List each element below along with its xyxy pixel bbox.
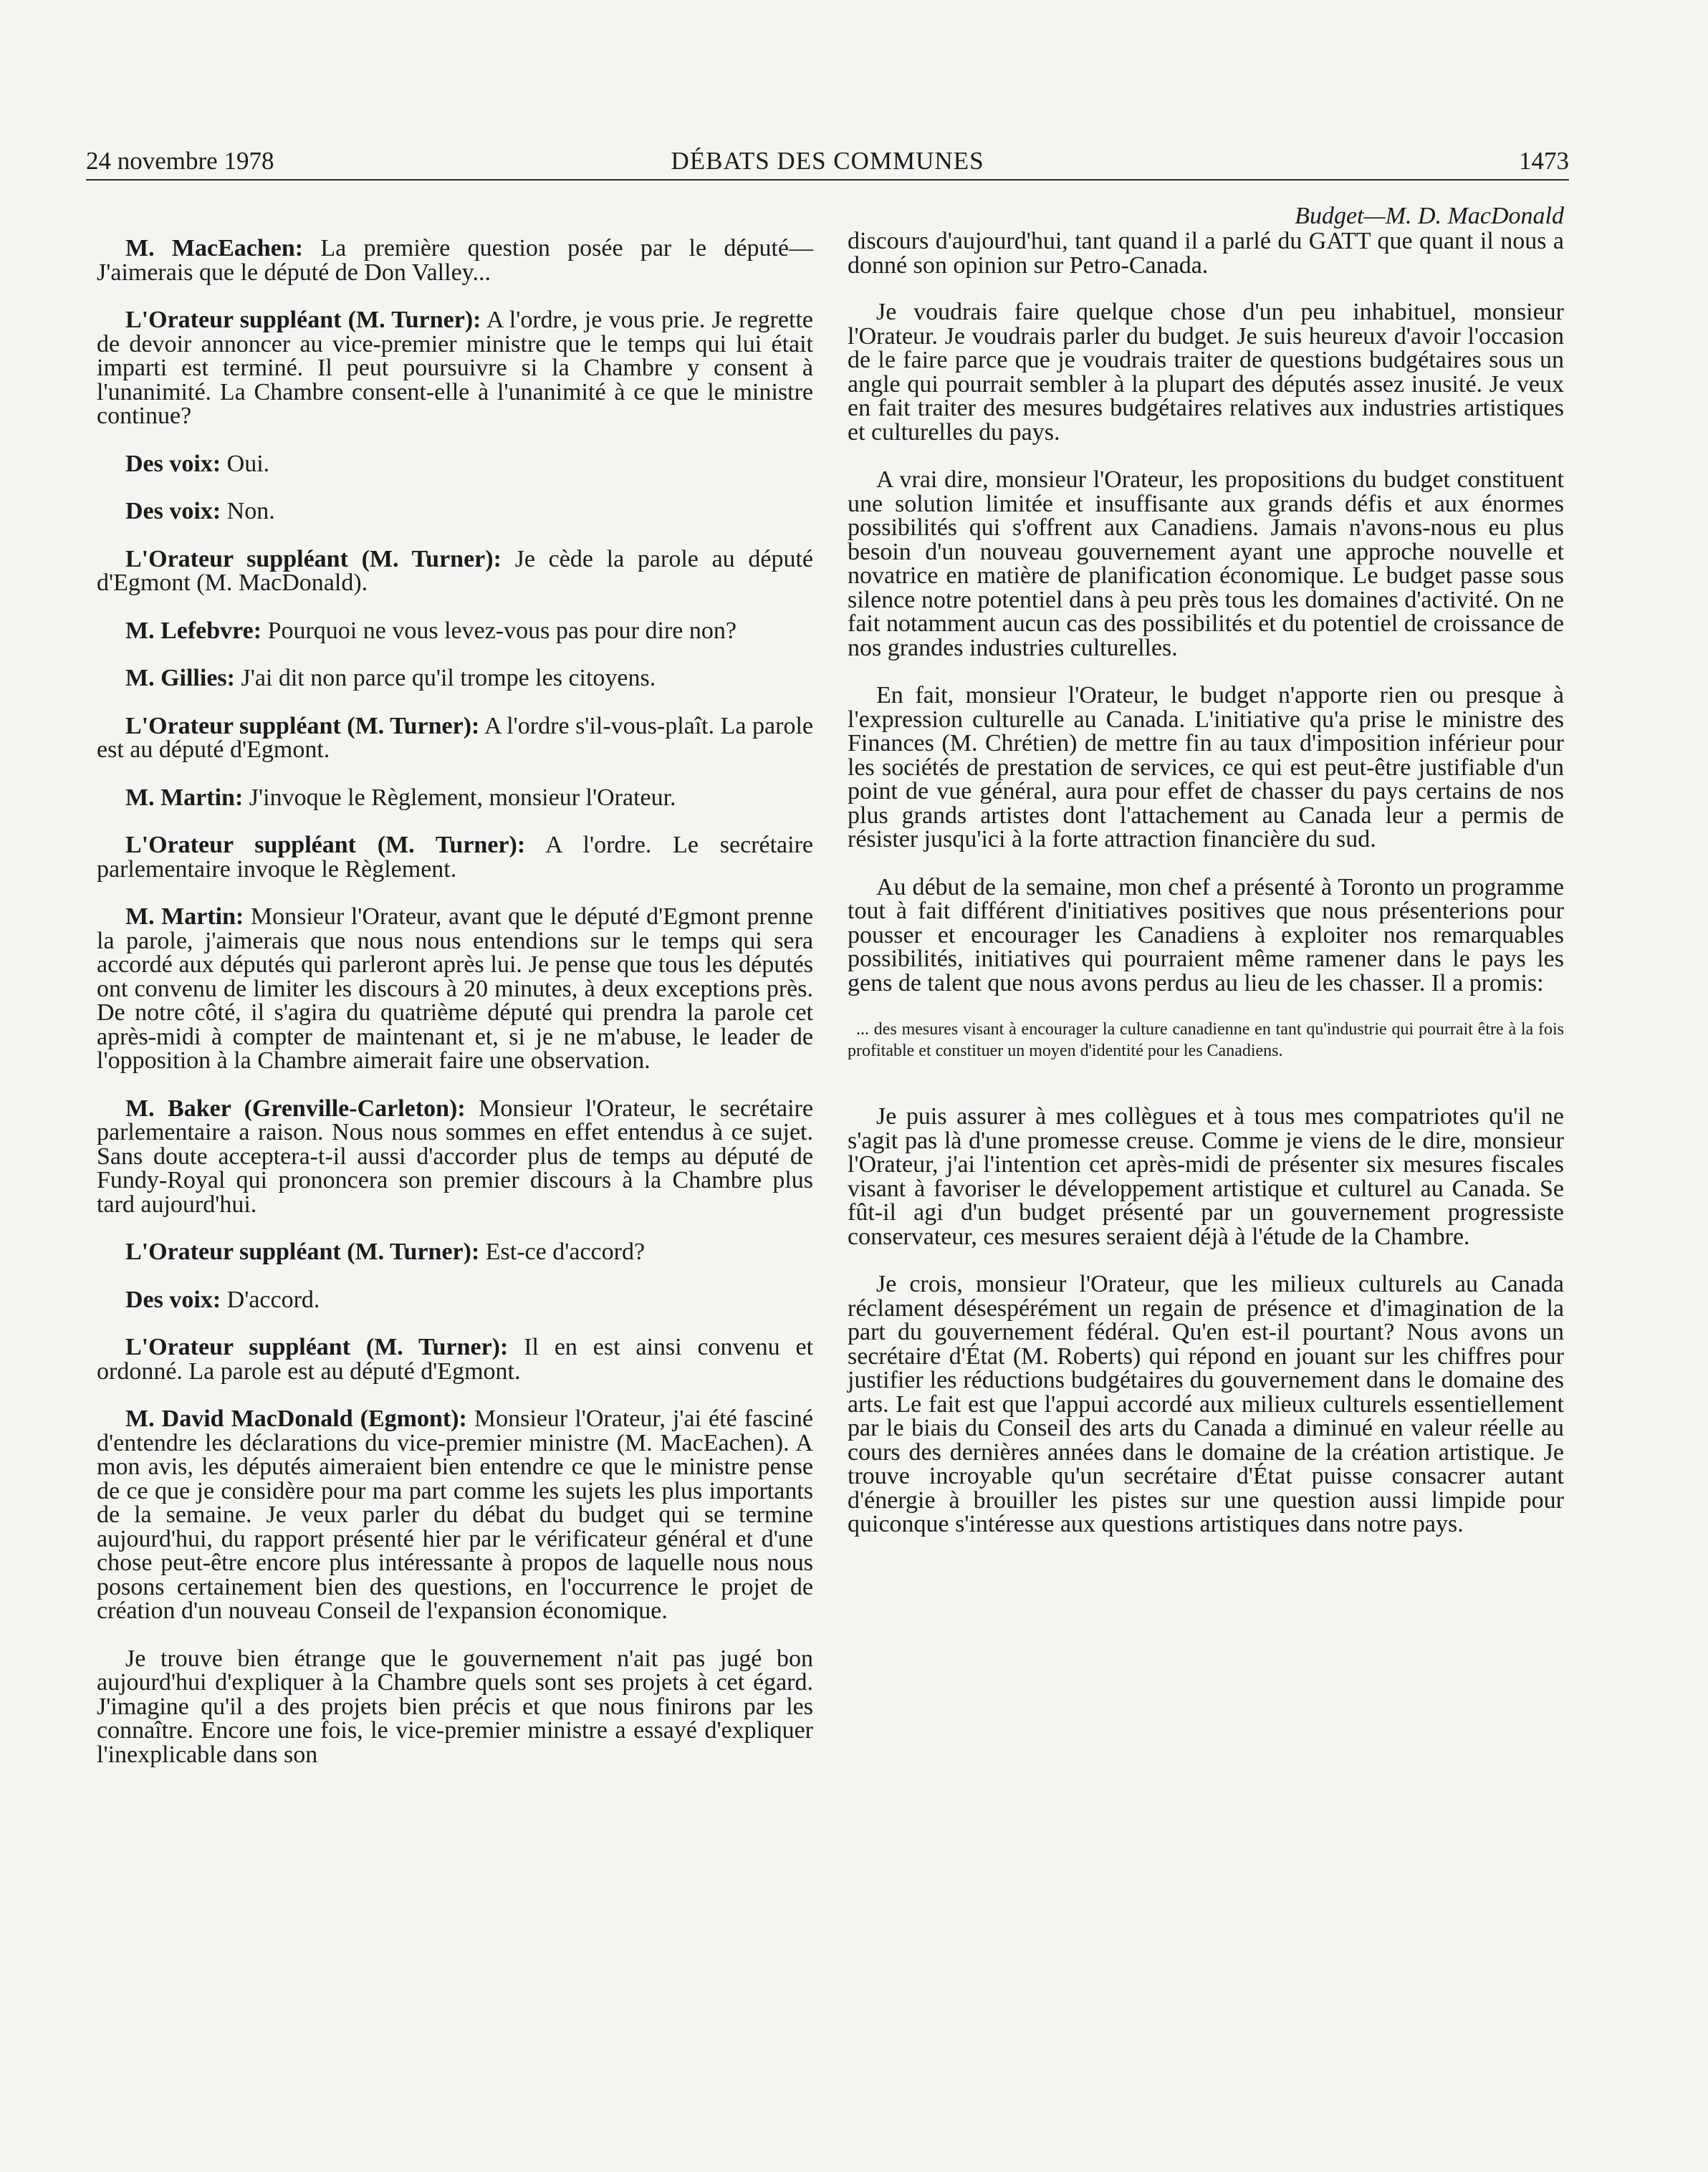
continued-paragraph: discours d'aujourd'hui, tant quand il a parlé du GATT que quant il nous a donné son opinion sur Petro-Canada. xyxy=(848,228,1564,279)
speech-paragraph: Je crois, monsieur l'Orateur, que les milieux culturels au Canada réclament désespérément un regain de présence et d'imagination de la part du gouvernement fédéral. Qu'en est-il pourtant? Nous avons un secrétaire d'État (M. Roberts) qui répond en jouant sur les chiffres pour justifier les réductions budgétaires du gouvernement dans le domaine des arts. Le fait est que l'appui accordé aux milieux culturels essentiellement par le biais du Conseil des arts du Canada a diminué en valeur réelle au cours des dernières années dans le domaine de la création artistique. Je trouve incroyable qu'un secrétaire d'État puisse consacrer autant d'énergie à brouiller les pistes sur une question aussi limpide pour quiconque s'intéresse aux questions artistiques dans notre pays. xyxy=(848,1271,1564,1537)
speech-text: Est-ce d'accord? xyxy=(479,1239,646,1265)
speech-text: Monsieur l'Orateur, j'ai été fasciné d'entendre les déclarations du vice-premier ministre (M. MacEachen). A mon avis, les députés aimeraient bien entendre ce que le ministre pense de ce que je considère pour ma part comme les sujets les plus importants de la semaine. Je veux parler du débat du budget qui se termine aujourd'hui, du rapport présenté hier par le vérificateur général et d'une chose peut-être encore plus intéressante à propos de laquelle nous nous posons certainement bien des questions, en l'occurrence le projet de création d'un nouveau Conseil de l'expansion économique. xyxy=(97,1405,813,1624)
speech-paragraph xyxy=(97,714,813,762)
speech-paragraph xyxy=(97,1288,813,1312)
speaker-name: M. Baker (Grenville-Carleton): xyxy=(125,1095,466,1122)
column-subhead: Budget—M. D. MacDonald xyxy=(1295,203,1564,229)
speech-paragraph xyxy=(97,666,813,691)
running-head xyxy=(86,143,1569,181)
speaker-name: M. MacEachen: xyxy=(125,235,304,261)
speech-text: J'ai dit non parce qu'il trompe les citoyens. xyxy=(234,665,656,691)
speaker-name: Des voix: xyxy=(125,450,221,477)
speech-text: Je trouve bien étrange que le gouvernement n'ait pas jugé bon aujourd'hui d'expliquer à la Chambre quels sont ses projets à cet égard. J'imagine qu'il a des projets bien précis et que nous finirons par les connaître. Encore une fois, le vice-premier ministre a essayé d'expliquer l'inexplicable dans son xyxy=(97,1645,813,1768)
speech-text: Il en est ainsi convenu et ordonné. La parole est au député d'Egmont. xyxy=(97,1334,814,1385)
speech-text: Non. xyxy=(221,498,275,524)
speech-text: Pourquoi ne vous levez-vous pas pour dire non? xyxy=(262,617,737,644)
speech-text: Monsieur l'Orateur, le secrétaire parlementaire a raison. Nous nous sommes en effet entendus à ce sujet. Sans doute acceptera-t-il aussi d'accorder plus de temps au député de Fundy-Royal qui prononcera son premier discours à la Chambre plus tard aujourd'hui. xyxy=(97,1095,813,1218)
speech-text: A l'ordre, je vous prie. Je regrette de devoir annoncer au vice-premier ministre que le temps qui lui était imparti est terminé. Il peut poursuivre si la Chambre y consent à l'unanimité. La Chambre consent-elle à l'unanimité à ce que le ministre continue? xyxy=(97,307,813,429)
speech-paragraph xyxy=(97,1097,813,1217)
speech-paragraph xyxy=(97,452,813,476)
speaker-name: M. Martin: xyxy=(125,784,244,811)
speaker-name: L'Orateur suppléant (M. Turner): xyxy=(125,1239,480,1265)
speaker-name: M. David MacDonald (Egmont): xyxy=(125,1405,467,1432)
speech-paragraph xyxy=(97,786,813,810)
speech-paragraph xyxy=(97,499,813,524)
speech-paragraph: A vrai dire, monsieur l'Orateur, les propositions du budget constituent une solution limitée et insuffisante aux grands défis et aux énormes possibilités qui s'offrent aux Canadiens. Jamais n'avons-nous eu plus besoin d'un nouveau gouvernement ayant une approche nouvelle et novatrice en matière de planification économique. Le budget passe sous silence notre potentiel dans à peu près tous les domaines d'activité. On ne fait notamment aucun cas des possibilités et du potentiel de croissance de nos grandes industries culturelles. xyxy=(848,466,1564,661)
speaker-name: L'Orateur suppléant (M. Turner): xyxy=(125,712,480,739)
speech-paragraph xyxy=(97,1647,813,1767)
right-column xyxy=(848,203,1564,1560)
speech-paragraph xyxy=(97,547,813,595)
speaker-name: M. Lefebvre: xyxy=(125,617,262,644)
left-column xyxy=(97,236,813,1790)
speech-text: Monsieur l'Orateur, avant que le député d'Egmont prenne la parole, j'aimerais que nous nous entendions sur le temps qui sera accordé aux députés qui parleront après lui. Je pense que tous les députés ont convenu de limiter les discours à 20 minutes, à deux exceptions près. De notre côté, il s'agira du quatrième député qui prendra la parole cet après-midi à compter de maintenant et, si je ne m'abuse, le leader de l'opposition à la Chambre aimerait faire une observation. xyxy=(97,903,813,1074)
speech-text: J'invoque le Règlement, monsieur l'Orateur. xyxy=(243,784,676,811)
speech-paragraph xyxy=(97,833,813,881)
speech-paragraph xyxy=(97,905,813,1073)
speech-paragraph: Je voudrais faire quelque chose d'un peu inhabituel, monsieur l'Orateur. Je voudrais parler du budget. Je suis heureux d'avoir l'occasion de le faire parce que je voudrais traiter de questions budgétaires sous un angle qui pourrait sembler à la plupart des députés assez inusité. Je veux en fait traiter des mesures budgétaires relatives aux industries artistiques et culturelles du pays. xyxy=(848,299,1564,446)
header-date: 24 novembre 1978 xyxy=(86,147,274,175)
speech-text: La première question posée par le député— J'aimerais que le député de Don Valley... xyxy=(97,235,814,286)
speech-paragraph: En fait, monsieur l'Orateur, le budget n'apporte rien ou presque à l'expression culturelle au Canada. L'initiative qu'a prise le ministre des Finances (M. Chrétien) de mettre fin au taux d'imposition inférieur pour les sociétés de prestation de services, ce qui est peut-être justifiable d'un point de vue général, aura pour effet de chasser du pays certains de nos plus grands artistes dont l'attachement au Canada leur a permis de résister jusqu'ici à la forte attraction financière du sud. xyxy=(848,682,1564,852)
speaker-name: Des voix: xyxy=(125,1286,221,1313)
speech-text: Oui. xyxy=(221,450,270,477)
speech-paragraph: Au début de la semaine, mon chef a présenté à Toronto un programme tout à fait différent d'initiatives positives que nous présenterions pour pousser et encourager les Canadiens à exploiter nos remarquables possibilités, initiatives qui pourraient même ramener dans le pays les gens de talent que nous avons perdus au lieu de les chasser. Il a promis: xyxy=(848,873,1564,996)
header-title: DÉBATS DES COMMUNES xyxy=(671,147,984,175)
page-number: 1473 xyxy=(1519,147,1569,175)
speech-paragraph xyxy=(97,1407,813,1623)
speaker-name: L'Orateur suppléant (M. Turner): xyxy=(125,307,481,333)
speech-paragraph xyxy=(97,619,813,643)
speaker-name: L'Orateur suppléant (M. Turner): xyxy=(125,1334,509,1360)
speech-text: A l'ordre s'il-vous-plaît. La parole est au député d'Egmont. xyxy=(97,712,813,763)
speaker-name: L'Orateur suppléant (M. Turner): xyxy=(125,545,502,572)
speech-paragraph xyxy=(97,1240,813,1264)
speech-text: Je cède la parole au député d'Egmont (M. MacDonald). xyxy=(97,545,813,596)
speech-text: A l'ordre. Le secrétaire parlementaire invoque le Règlement. xyxy=(97,832,813,883)
speech-text: D'accord. xyxy=(221,1286,320,1313)
block-quote: ... des mesures visant à encourager la culture canadienne en tant qu'industrie qui pourrait être à la fois profitable et constituer un moyen d'identité pour les Canadiens. xyxy=(848,1020,1564,1060)
speech-paragraph xyxy=(97,1335,813,1383)
speech-paragraph xyxy=(97,236,813,284)
speaker-name: L'Orateur suppléant (M. Turner): xyxy=(125,832,526,858)
speech-paragraph xyxy=(97,308,813,428)
speaker-name: M. Gillies: xyxy=(125,665,235,691)
speaker-name: M. Martin: xyxy=(125,903,244,930)
speaker-name: Des voix: xyxy=(125,498,221,524)
speech-paragraph: Je puis assurer à mes collègues et à tous mes compatriotes qu'il ne s'agit pas là d'une promesse creuse. Comme je viens de le dire, monsieur l'Orateur, j'ai l'intention cet après-midi de présenter six mesures fiscales visant à favoriser le développement artistique et culturel au Canada. Se fût-il agi d'un budget présenté par un gouvernement progressiste conservateur, ces mesures seraient déjà à l'étude de la Chambre. xyxy=(848,1103,1564,1250)
